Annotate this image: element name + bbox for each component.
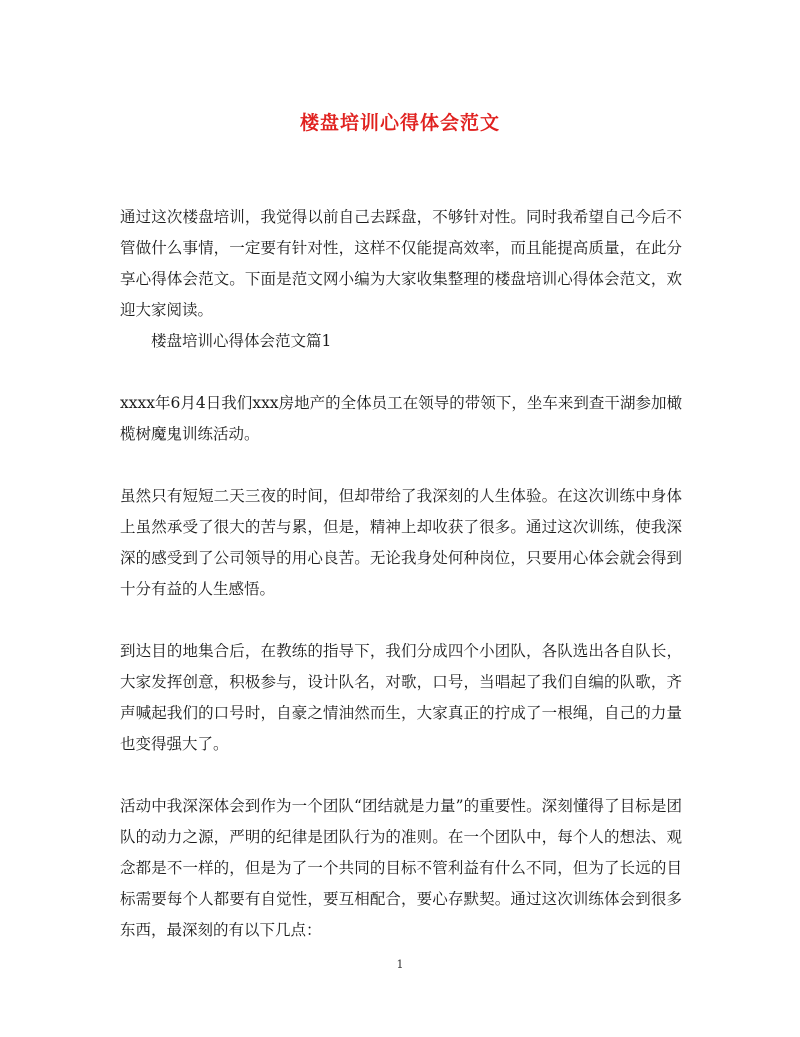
body-paragraph-1: xxxx年6月4日我们xxx房地产的全体员工在领导的带领下，坐车来到查干湖参加橄榄树魔鬼训练活动。 (120, 394, 682, 443)
body-paragraph-4: 活动中我深深体会到作为一个团队“团结就是力量”的重要性。深刻懂得了目标是团队的动力之源，严明的纪律是团队行为的准则。在一个团队中，每个人的想法、观念都是不一样的，但是为了一个共同的目标不管利益有什么不同，但为了长远的目标需要每个人都要有自觉性，要互相配合，要心存默契。通过这次训练体会到很多东西，最深刻的有以下几点： (120, 797, 682, 939)
section-heading: 楼盘培训心得体会范文篇1 (151, 332, 332, 350)
body-paragraph-3: 到达目的地集合后，在教练的指导下，我们分成四个小团队，各队选出各自队长，大家发挥创意，积极参与，设计队名，对歌，口号，当唱起了我们自编的队歌，齐声喊起我们的口号时，自豪之情油然而生，大家真正的拧成了一根绳，自己的力量也变得强大了。 (120, 642, 682, 753)
document-body (120, 202, 682, 946)
document-title: 楼盘培训心得体会范文 (299, 112, 500, 134)
intro-paragraph: 通过这次楼盘培训，我觉得以前自己去踩盘，不够针对性。同时我希望自己今后不管做什么事情，一定要有针对性，这样不仅能提高效率，而且能提高质量，在此分享心得体会范文。下面是范文网小编为大家收集整理的楼盘培训心得体会范文，欢迎大家阅读。 (120, 208, 682, 319)
body-paragraph-2: 虽然只有短短二天三夜的时间，但却带给了我深刻的人生体验。在这次训练中身体上虽然承受了很大的苦与累，但是，精神上却收获了很多。通过这次训练，使我深深的感受到了公司领导的用心良苦。无论我身处何种岗位，只要用心体会就会得到十分有益的人生感悟。 (120, 487, 682, 598)
page-number: 1 (396, 958, 404, 971)
